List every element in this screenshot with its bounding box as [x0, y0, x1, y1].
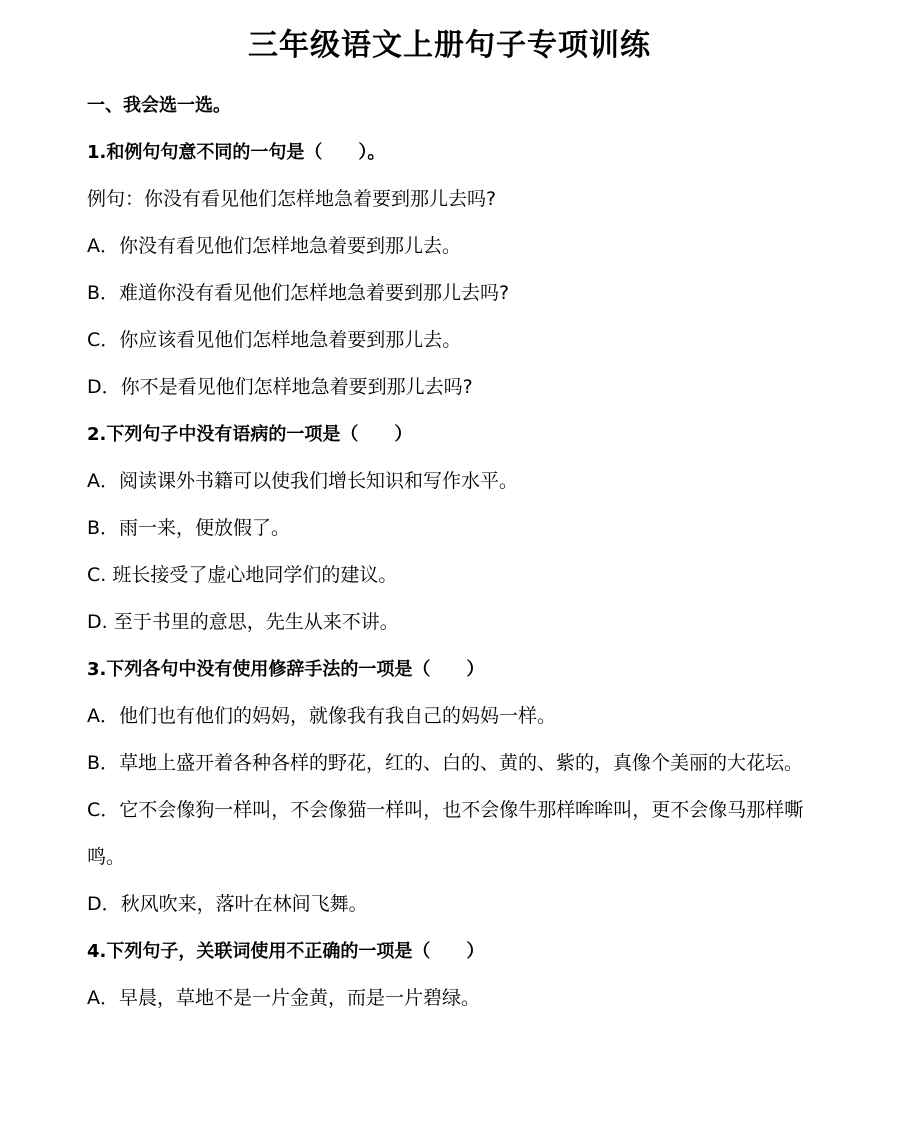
question-1-stem: 1.和例句句意不同的一句是（ ）。 — [87, 142, 386, 163]
question-3-option-c: C．它不会像狗一样叫，不会像猫一样叫，也不会像牛那样哞哞叫，更不会像马那样嘶鸣。 — [87, 799, 804, 868]
question-1-option-c: C．你应该看见他们怎样地急着要到那儿去。 — [87, 329, 462, 351]
question-2-stem: 2.下列句子中没有语病的一项是（ ） — [87, 424, 413, 445]
page-title: 三年级语文上册句子专项训练 — [248, 28, 651, 63]
question-4-option-a: A．早晨，草地不是一片金黄，而是一片碧绿。 — [87, 987, 480, 1009]
section-heading: 一、我会选一选。 — [87, 95, 231, 116]
question-1-option-b: B．难道你没有看见他们怎样地急着要到那儿去吗? — [87, 282, 510, 304]
question-1-option-d: D．你不是看见他们怎样地急着要到那儿去吗? — [87, 376, 473, 398]
question-1-option-a: A．你没有看见他们怎样地急着要到那儿去。 — [87, 235, 461, 257]
question-2-option-b: B．雨一来，便放假了。 — [87, 517, 291, 539]
question-2-option-d: D. 至于书里的意思，先生从来不讲。 — [87, 611, 399, 633]
question-4-stem: 4.下列句子，关联词使用不正确的一项是（ ） — [87, 941, 485, 962]
question-3-option-a: A．他们也有他们的妈妈，就像我有我自己的妈妈一样。 — [87, 705, 556, 727]
question-1-example: 例句：你没有看见他们怎样地急着要到那儿去吗? — [87, 188, 497, 210]
worksheet-content — [87, 82, 827, 1022]
question-3-option-d: D．秋风吹来，落叶在林间飞舞。 — [87, 893, 368, 915]
question-3-option-b: B．草地上盛开着各种各样的野花，红的、白的、黄的、紫的，真像个美丽的大花坛。 — [87, 752, 804, 774]
question-3-stem: 3.下列各句中没有使用修辞手法的一项是（ ） — [87, 659, 485, 680]
question-2-option-c: C. 班长接受了虚心地同学们的建议。 — [87, 564, 398, 586]
question-2-option-a: A．阅读课外书籍可以使我们增长知识和写作水平。 — [87, 470, 518, 492]
